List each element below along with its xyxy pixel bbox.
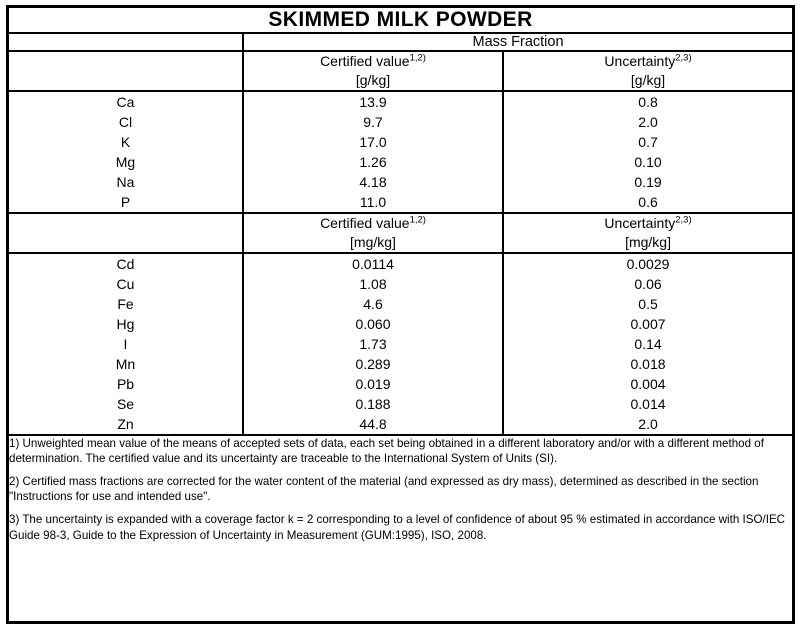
- certified-value: 13.9: [243, 91, 503, 112]
- certified-value: 1.26: [243, 152, 503, 172]
- empty-header-cell-1: [9, 51, 243, 91]
- element-symbol: Pb: [116, 375, 135, 392]
- element-symbol: Na: [116, 173, 135, 190]
- header-uncertainty-unit: [g/kg]: [630, 71, 666, 88]
- header-uncertainty-gkg: [503, 51, 792, 91]
- table-row: [9, 172, 792, 192]
- table-row: [9, 374, 792, 394]
- element-symbol: K: [120, 133, 131, 150]
- element-symbol: Zn: [9, 414, 243, 435]
- title-row: [9, 8, 792, 33]
- uncertainty-value: 0.6: [503, 192, 792, 213]
- header-certified-value-label: Certified value: [320, 53, 410, 69]
- element-symbol: P: [9, 192, 243, 213]
- table-row: [9, 253, 792, 274]
- header-uncertainty-footnote-ref: 2,3): [675, 214, 692, 226]
- certified-value: 0.289: [243, 354, 503, 374]
- uncertainty-value: 0.19: [503, 172, 792, 192]
- table-row: [9, 394, 792, 414]
- element-symbol: Se: [116, 395, 135, 412]
- footnote-2: 2) Certified mass fractions are corrected for the water content of the material (and expressed as dry mass), determined as described in the section "Instructions for use and intended use".: [9, 474, 759, 504]
- column-header-row-gkg: [9, 51, 792, 91]
- certified-value: 1.08: [243, 274, 503, 294]
- table-row: [9, 334, 792, 354]
- certified-value: 44.8: [243, 414, 503, 435]
- header-certified-value-footnote-ref: 1,2): [409, 214, 426, 226]
- uncertainty-value: 0.007: [503, 314, 792, 334]
- table-row: [9, 274, 792, 294]
- table-row: [9, 91, 792, 112]
- certified-value: 0.060: [243, 314, 503, 334]
- uncertainty-value: 2.0: [503, 112, 792, 132]
- uncertainty-value: 0.018: [503, 354, 792, 374]
- uncertainty-value: 0.8: [503, 91, 792, 112]
- uncertainty-value: 0.10: [503, 152, 792, 172]
- element-symbol: I: [123, 335, 128, 352]
- section-header-row: [9, 33, 792, 51]
- element-symbol: Cd: [116, 255, 135, 272]
- certified-value: 9.7: [243, 112, 503, 132]
- element-symbol: Mn: [115, 355, 136, 372]
- header-certified-value-mgkg: [243, 213, 503, 253]
- table-row: [9, 294, 792, 314]
- element-symbol: Cl: [118, 113, 133, 130]
- element-symbol: Hg: [116, 315, 135, 332]
- column-header-row-mgkg: [9, 213, 792, 253]
- uncertainty-value: 0.14: [503, 334, 792, 354]
- certified-value: 4.18: [243, 172, 503, 192]
- table-row: [9, 314, 792, 334]
- header-certified-value-gkg: [243, 51, 503, 91]
- element-symbol: Ca: [116, 93, 135, 110]
- header-uncertainty-mgkg: [503, 213, 792, 253]
- certified-value: 0.0114: [243, 253, 503, 274]
- header-uncertainty-unit: [mg/kg]: [625, 233, 671, 250]
- certified-values-table: [9, 8, 792, 543]
- certified-value: 0.188: [243, 394, 503, 414]
- header-certified-value-unit: [g/kg]: [355, 71, 391, 88]
- uncertainty-value: 0.06: [503, 274, 792, 294]
- section-header: Mass Fraction: [243, 33, 792, 51]
- footnote-1: 1) Unweighted mean value of the means of accepted sets of data, each set being obtained in a different laboratory and/or with a different method of determination. The certified value and its uncertainty are traceable to the International System of Units (SI).: [9, 436, 764, 466]
- certified-value: 1.73: [243, 334, 503, 354]
- certificate-table-panel: [6, 5, 795, 624]
- header-certified-value-label: Certified value: [320, 214, 410, 231]
- empty-corner-cell: [9, 33, 243, 51]
- certified-value: 17.0: [243, 132, 503, 152]
- table-row: [9, 414, 792, 435]
- table-row: [9, 132, 792, 152]
- page-title: SKIMMED MILK POWDER: [9, 8, 792, 33]
- uncertainty-value: 0.5: [503, 294, 792, 314]
- header-certified-value-footnote-ref: 1,2): [409, 52, 426, 64]
- header-uncertainty-footnote-ref: 2,3): [675, 52, 692, 64]
- certified-value: 0.019: [243, 374, 503, 394]
- table-row: [9, 152, 792, 172]
- element-symbol: Mg: [115, 153, 136, 170]
- element-symbol: Cu: [116, 275, 135, 292]
- table-row: [9, 192, 792, 213]
- uncertainty-value: 0.004: [503, 374, 792, 394]
- footnote-3: 3) The uncertainty is expanded with a coverage factor k = 2 corresponding to a level of confidence of about 95 % estimated in accordance with ISO/IEC Guide 98-3, Guide to the Expression of Uncertainty in Measurement (GUM:1995), ISO, 2008.: [9, 513, 786, 542]
- table-row: [9, 112, 792, 132]
- certified-value: 4.6: [243, 294, 503, 314]
- footnotes: [9, 435, 792, 544]
- header-uncertainty-label: Uncertainty: [604, 53, 676, 69]
- uncertainty-value: 0.0029: [503, 253, 792, 274]
- table-row: [9, 354, 792, 374]
- certified-value: 11.0: [243, 192, 503, 213]
- uncertainty-value: 0.7: [503, 132, 792, 152]
- element-symbol: Fe: [117, 295, 134, 312]
- footnotes-row: [9, 435, 792, 544]
- uncertainty-value: 0.014: [503, 394, 792, 414]
- empty-header-cell-2: [9, 213, 243, 253]
- header-uncertainty-label: Uncertainty: [604, 214, 676, 231]
- uncertainty-value: 2.0: [503, 414, 792, 435]
- header-certified-value-unit: [mg/kg]: [350, 233, 396, 250]
